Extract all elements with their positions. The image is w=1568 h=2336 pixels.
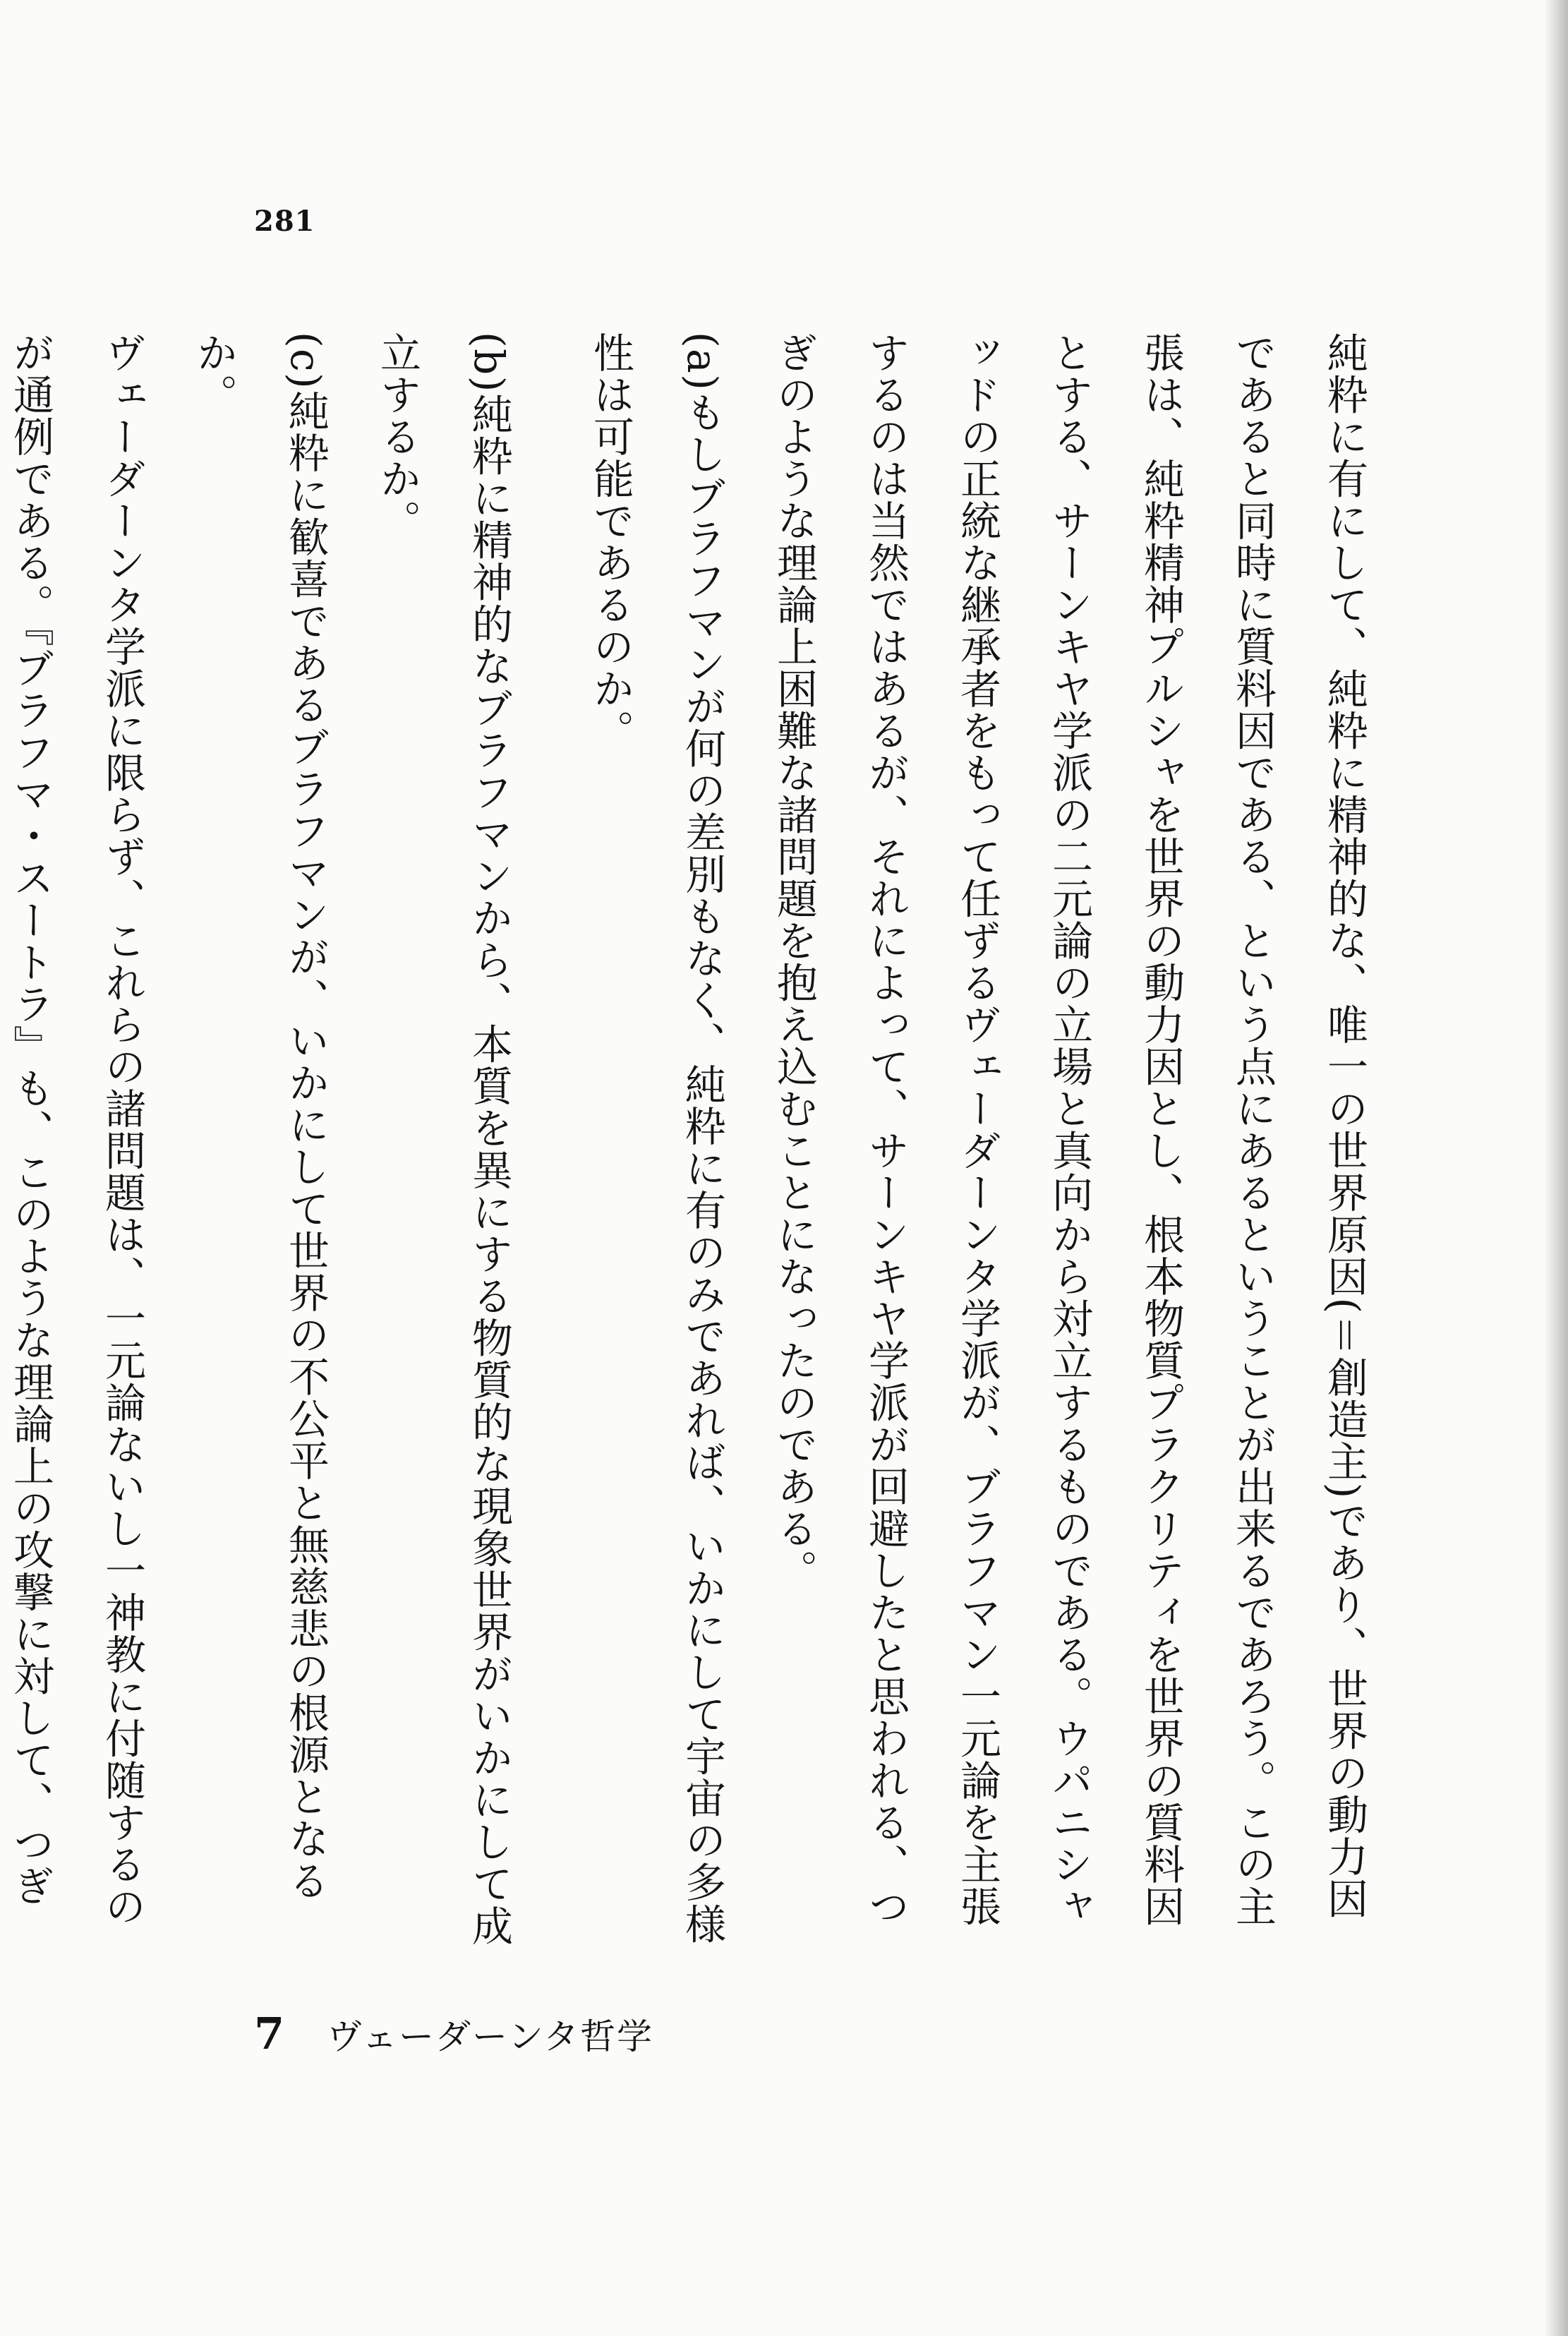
page-number: 281 xyxy=(254,205,315,238)
body-text xyxy=(6,332,1390,1948)
page-edge-shadow xyxy=(1544,0,1568,2336)
paragraph-intro: 純粋に有にして、純粋に精神的な、唯一の世界原因(＝創造主)であり、世界の動力因であると同時に質料因である、という点にあるということが出来るであろう。この主張は、純粋精神プルシャを世界の動力因とし、根本物質プラクリティを世界の質料因とする、サーンキヤ学派の二元論の立場と真向から対立するものである。ウパニシャッドの正統な継承者をもって任ずるヴェーダーンタ学派が、ブラフマン一元論を主張するのは当然ではあるが、それによって、サーンキヤ学派が回避したと思われる、つぎのような理論上困難な諸問題を抱え込むことになったのである。 xyxy=(770,332,1368,1927)
paragraph-problem-c: (c)純粋に歓喜であるブラフマンが、いかにして世界の不公平と無慈悲の根源となるか。 xyxy=(190,332,330,1902)
paragraph-problem-a: (a)もしブラフマンが何の差別もなく、純粋に有のみであれば、いかにして宇宙の多様性は可能であるのか。 xyxy=(586,332,726,1945)
paragraph-problem-b: (b)純粋に精神的なブラフマンから、本質を異にする物質的な現象世界がいかにして成立するか。 xyxy=(373,332,513,1947)
chapter-number: 7 xyxy=(254,2008,287,2059)
chapter-title: ヴェーダーンタ哲学 xyxy=(327,2016,654,2057)
paragraph-sutra-response: ヴェーダーンタ学派に限らず、これらの諸問題は、一元論ないし一神教に付随するのが通例である。『ブラフマ・スートラ』も、このような理論上の攻撃に対して、つぎ xyxy=(6,332,146,1927)
running-footer xyxy=(254,2008,653,2059)
